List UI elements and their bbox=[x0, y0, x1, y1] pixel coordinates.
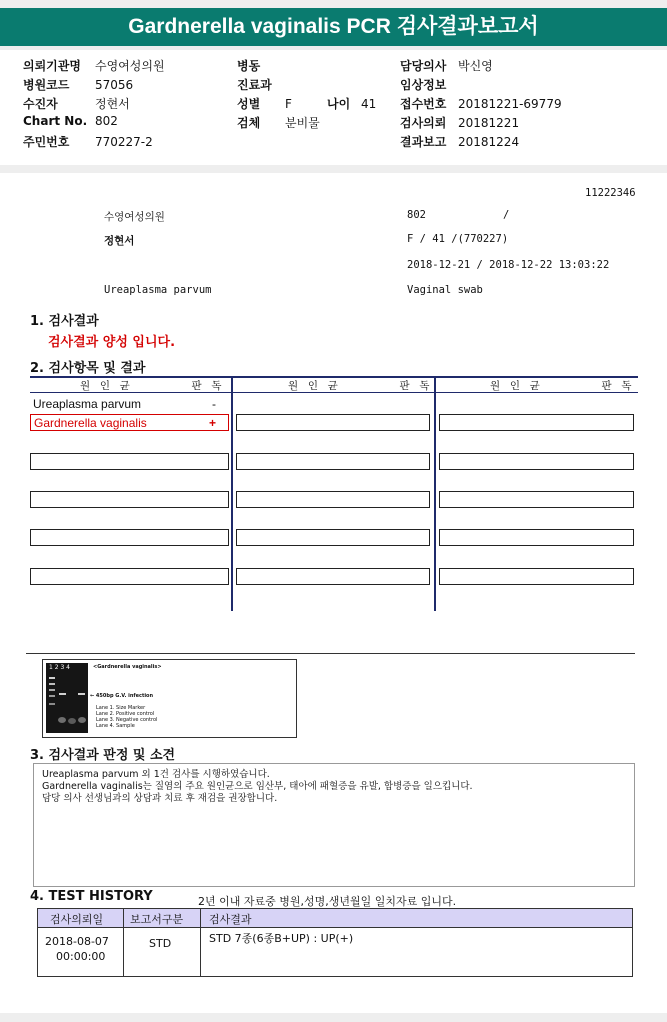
patient-field bbox=[23, 95, 130, 112]
empty-result-cell bbox=[439, 453, 634, 470]
gel-band-label: ← 450bp G.V. infection bbox=[90, 693, 154, 699]
empty-result-cell bbox=[30, 529, 229, 546]
id-value: 770227-2 bbox=[95, 135, 153, 149]
code-field bbox=[23, 76, 133, 93]
section-2-title: 2. 검사항목 및 결과 bbox=[30, 361, 146, 376]
report-patient: 정현서 bbox=[104, 235, 135, 247]
column-header-2: 원 인 균 판 독 bbox=[288, 380, 431, 392]
id-field bbox=[23, 133, 153, 150]
report-title: Gardnerella vaginalis PCR 검사결과보고서 bbox=[0, 8, 667, 46]
empty-result-cell bbox=[30, 491, 229, 508]
result-row-name: Ureaplasma parvum bbox=[33, 397, 142, 411]
column-header-3: 원 인 균 판 독 bbox=[490, 380, 633, 392]
doctor-value: 박신영 bbox=[458, 59, 493, 73]
empty-result-cell bbox=[439, 491, 634, 508]
dept-label: 진료과 bbox=[237, 78, 272, 92]
result-row-name: Gardnerella vaginalis bbox=[34, 416, 147, 430]
chart-label: Chart No. bbox=[23, 114, 88, 128]
history-time: 00:00:00 bbox=[56, 950, 106, 963]
report-specimen: Vaginal swab bbox=[407, 284, 483, 296]
history-header-date: 검사의뢰일 bbox=[50, 913, 104, 926]
gel-bands-graphic bbox=[46, 663, 88, 733]
gel-legend-2: Lane 2. Positive control bbox=[96, 711, 155, 717]
empty-result-cell bbox=[236, 568, 430, 585]
patient-value: 정현서 bbox=[95, 97, 130, 111]
sex-value: F bbox=[285, 97, 292, 111]
report-number: 11222346 bbox=[585, 187, 636, 199]
request-value: 20181221 bbox=[458, 116, 520, 130]
report-body bbox=[0, 173, 667, 1013]
sex-field bbox=[237, 95, 292, 112]
report-dates: 2018-12-21 / 2018-12-22 13:03:22 bbox=[407, 259, 610, 271]
clinical-label: 임상정보 bbox=[400, 78, 447, 92]
empty-result-cell bbox=[439, 414, 634, 431]
empty-result-cell bbox=[439, 529, 634, 546]
report-chart-slash: / bbox=[503, 209, 510, 221]
empty-result-cell bbox=[30, 453, 229, 470]
gel-electrophoresis-figure bbox=[42, 659, 297, 738]
chart-field bbox=[23, 114, 118, 128]
report-chart: 802 bbox=[407, 209, 426, 221]
hospital-label: 의뢰기관명 bbox=[23, 59, 81, 73]
history-date: 2018-08-07 bbox=[45, 935, 109, 948]
code-label: 병원코드 bbox=[23, 78, 70, 92]
specimen-label: 검체 bbox=[237, 116, 261, 130]
receipt-value: 20181221-69779 bbox=[458, 97, 562, 111]
empty-result-cell bbox=[439, 568, 634, 585]
history-header-type: 보고서구분 bbox=[130, 913, 184, 926]
gel-legend-3: Lane 3. Negative control bbox=[96, 717, 158, 723]
column-header-1: 원 인 균 판 독 bbox=[80, 380, 223, 392]
empty-result-cell bbox=[236, 453, 430, 470]
report-hospital: 수영여성의원 bbox=[104, 211, 165, 223]
specimen-field bbox=[237, 114, 320, 131]
request-field bbox=[400, 114, 519, 131]
section-4-title: 4. TEST HISTORY bbox=[30, 889, 153, 904]
patient-info-panel bbox=[0, 50, 667, 165]
result-row-gardnerella bbox=[30, 414, 229, 431]
request-label: 검사의뢰 bbox=[400, 116, 447, 130]
empty-result-cell bbox=[236, 529, 430, 546]
code-value: 57056 bbox=[95, 78, 134, 92]
report-date-label: 결과보고 bbox=[400, 135, 447, 149]
grid-column-separator bbox=[434, 376, 436, 611]
history-table bbox=[37, 908, 633, 977]
section-1-title: 1. 검사결과 bbox=[30, 314, 99, 329]
id-label: 주민번호 bbox=[23, 135, 70, 149]
patient-label: 수진자 bbox=[23, 97, 58, 111]
ward-label: 병동 bbox=[237, 59, 261, 73]
history-note: 2년 이내 자료중 병원,성명,생년월일 일치자료 입니다. bbox=[198, 895, 457, 908]
dept-field bbox=[237, 76, 285, 93]
receipt-label: 접수번호 bbox=[400, 97, 447, 111]
doctor-field bbox=[400, 57, 493, 74]
opinion-line-1: Ureaplasma parvum 외 1건 검사를 시행하였습니다. bbox=[42, 769, 270, 780]
specimen-value: 분비물 bbox=[285, 116, 320, 130]
history-header-result: 검사결과 bbox=[209, 913, 252, 926]
chart-value: 802 bbox=[95, 114, 118, 128]
gel-title: <Gardnerella vaginalis> bbox=[93, 664, 162, 670]
age-label: 나이 bbox=[327, 97, 351, 111]
report-organism: Ureaplasma parvum bbox=[104, 284, 212, 296]
opinion-box bbox=[33, 763, 635, 887]
section-divider bbox=[26, 653, 635, 654]
empty-result-cell bbox=[30, 568, 229, 585]
history-column-line bbox=[200, 909, 201, 976]
gel-legend-1: Lane 1. Size Marker bbox=[96, 705, 146, 711]
history-table-header bbox=[38, 909, 632, 928]
gel-image bbox=[46, 663, 88, 733]
positive-result: 검사결과 양성 입니다. bbox=[48, 335, 176, 350]
history-column-line bbox=[123, 909, 124, 976]
age-value: 41 bbox=[361, 97, 377, 111]
section-3-title: 3. 검사결과 판정 및 소견 bbox=[30, 748, 176, 763]
age-field bbox=[327, 95, 376, 112]
grid-column-separator bbox=[231, 376, 233, 611]
report-sex-age: F / 41 /(770227) bbox=[407, 233, 509, 245]
hospital-field bbox=[23, 57, 165, 74]
ward-field bbox=[237, 57, 285, 74]
opinion-line-3: 담당 의사 선생님과의 상담과 치료 후 재검을 권장합니다. bbox=[42, 793, 278, 804]
receipt-field bbox=[400, 95, 562, 112]
hospital-value: 수영여성의원 bbox=[95, 59, 165, 73]
report-date-field bbox=[400, 133, 519, 150]
history-type: STD bbox=[149, 937, 172, 950]
result-row-value: + bbox=[208, 416, 216, 430]
empty-result-cell bbox=[236, 414, 430, 431]
history-result: STD 7종(6종B+UP) : UP(+) bbox=[209, 932, 354, 945]
gel-legend-4: Lane 4. Sample bbox=[96, 723, 135, 729]
doctor-label: 담당의사 bbox=[400, 59, 447, 73]
empty-result-cell bbox=[236, 491, 430, 508]
report-date-value: 20181224 bbox=[458, 135, 520, 149]
result-row-value: - bbox=[212, 397, 216, 411]
opinion-line-2: Gardnerella vaginalis는 질염의 주요 원인균으로 임산부, 태아에 패혈증을 유발, 합병증을 일으킵니다. bbox=[42, 781, 473, 792]
sex-label: 성별 bbox=[237, 97, 261, 111]
clinical-field bbox=[400, 76, 458, 93]
result-row-ureaplasma bbox=[33, 397, 228, 411]
gel-lane-numbers: 1 2 3 4 bbox=[49, 664, 70, 671]
